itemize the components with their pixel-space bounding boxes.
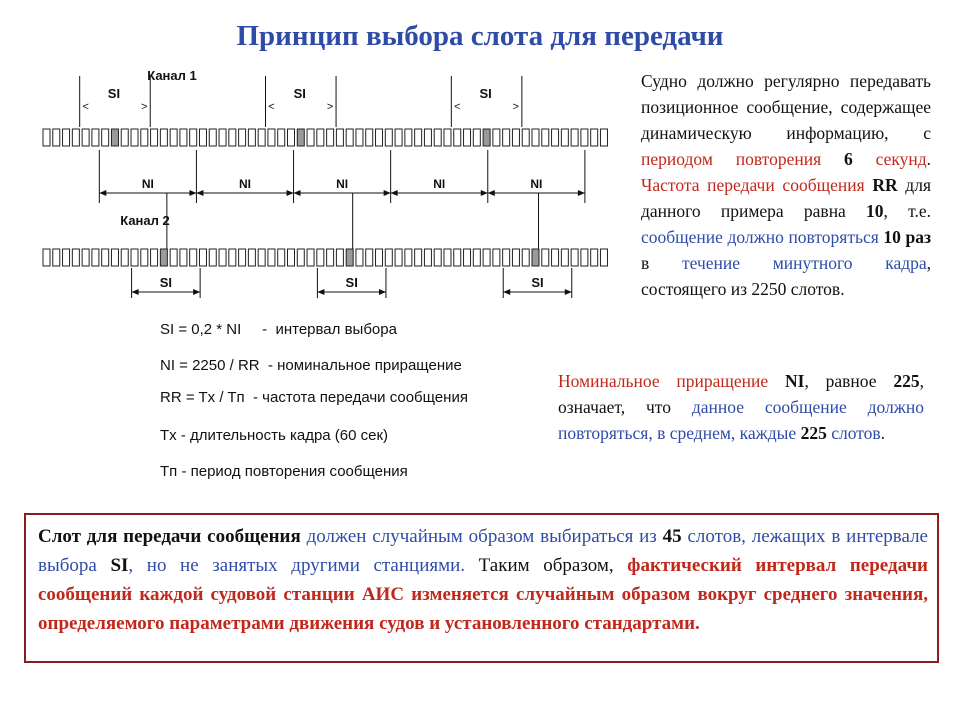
ch2-si-label: SI — [531, 275, 544, 290]
ch2-slot — [151, 249, 158, 266]
ni-part-ni: NI — [785, 371, 805, 391]
conclusion-part: , но не занятых другими станциями. — [128, 555, 479, 576]
ch2-slot — [464, 249, 471, 266]
ch1-si-lt: < — [82, 101, 89, 113]
ch1-slot — [63, 129, 70, 146]
ch2-slot — [581, 249, 588, 266]
desc-part: . — [926, 149, 931, 169]
ch1-slot — [581, 129, 588, 146]
ch2-slot — [297, 249, 304, 266]
ch2-si-interval-arrow-right — [565, 289, 572, 295]
ch2-slot — [102, 249, 109, 266]
ni-interval-arrow-left — [99, 190, 106, 196]
ch2-slot — [336, 249, 343, 266]
ch2-slot — [307, 249, 314, 266]
ni-part-slots: слотов — [826, 423, 881, 443]
ch1-slot — [571, 129, 578, 146]
ch2-slot — [483, 249, 490, 266]
ch1-slot — [141, 129, 148, 146]
ni-interval-arrow-left — [196, 190, 203, 196]
ch1-slot — [454, 129, 461, 146]
desc-part: Судно должно регулярно передавать позиционное сообщение, содержащее динамическую информацию, с — [641, 71, 931, 143]
ch2-slot — [82, 249, 89, 266]
ch1-slot — [552, 129, 559, 146]
ch1-slot — [434, 129, 441, 146]
ch2-slot — [248, 249, 255, 266]
ch1-slot — [82, 129, 89, 146]
ch2-slot-highlighted — [346, 249, 353, 266]
ch1-slot — [444, 129, 451, 146]
desc-part-6: 6 — [844, 149, 853, 169]
ch1-si-gt: > — [141, 101, 148, 113]
ch2-slot-highlighted — [532, 249, 539, 266]
ch1-slot — [336, 129, 343, 146]
ch2-slot — [395, 249, 402, 266]
ch2-slot — [415, 249, 422, 266]
ch1-slot — [151, 129, 158, 146]
ch2-slot — [209, 249, 216, 266]
ch2-slot — [258, 249, 265, 266]
legend-tp: Tп - период повторения сообщения — [160, 463, 408, 480]
channel1-label: Канал 1 — [147, 68, 197, 83]
ch1-slot — [72, 129, 79, 146]
ch1-slot — [464, 129, 471, 146]
ni-part: , означает, что — [558, 371, 924, 417]
ch2-slot — [268, 249, 275, 266]
ch2-slot — [170, 249, 177, 266]
conclusion-box — [24, 513, 939, 663]
ch1-slot — [268, 129, 275, 146]
ch2-slot — [356, 249, 363, 266]
legend-rr: RR = Tx / Tп - частота передачи сообщения — [160, 389, 468, 406]
ch2-si-interval-arrow-left — [317, 289, 324, 295]
ch1-slot — [473, 129, 480, 146]
ch2-slot — [229, 249, 236, 266]
ni-interval-arrow-right — [578, 190, 585, 196]
ni-explanation-text — [558, 368, 924, 446]
ch1-slot — [160, 129, 167, 146]
ch1-si-label: SI — [293, 86, 306, 101]
ch2-si-interval-arrow-right — [193, 289, 200, 295]
ch1-slot — [288, 129, 295, 146]
ch1-slot — [239, 129, 246, 146]
ni-interval-arrow-right — [287, 190, 294, 196]
ch1-si-label: SI — [107, 86, 121, 101]
ch2-slot-highlighted — [160, 249, 167, 266]
ch2-slot — [503, 249, 510, 266]
ch2-slot — [53, 249, 60, 266]
ni-interval-arrow-right — [481, 190, 488, 196]
ni-part: , равное — [804, 371, 894, 391]
ch2-slot — [571, 249, 578, 266]
page-title: Принцип выбора слота для передачи — [236, 20, 724, 52]
ni-part-225b: 225 — [800, 423, 827, 443]
ni-interval-label: NI — [238, 177, 251, 191]
ch2-slot — [219, 249, 226, 266]
ch2-si-label: SI — [345, 275, 358, 290]
legend-tx: Tx - длительность кадра (60 сек) — [160, 427, 389, 444]
desc-part-frame: течение минутного кадра — [681, 253, 927, 273]
ni-interval-arrow-left — [391, 190, 398, 196]
ch2-slot — [366, 249, 373, 266]
ch2-slot — [424, 249, 431, 266]
ch2-slot — [434, 249, 441, 266]
desc-part-period: периодом повторения — [641, 149, 844, 169]
ch1-slot — [512, 129, 519, 146]
desc-part-10: 10 — [866, 201, 884, 221]
ch2-slot — [512, 249, 519, 266]
ch1-slot-highlighted — [111, 129, 118, 146]
ch2-slot — [561, 249, 568, 266]
ch2-slot — [473, 249, 480, 266]
ni-interval-label: NI — [530, 177, 543, 191]
ch1-slot — [493, 129, 500, 146]
ch2-si-interval-arrow-right — [379, 289, 386, 295]
ch1-slot — [229, 129, 236, 146]
ch1-si-label: SI — [479, 86, 492, 101]
ch2-slot — [376, 249, 383, 266]
ch2-slot — [327, 249, 334, 266]
ch2-slot — [591, 249, 598, 266]
ch1-slot — [121, 129, 128, 146]
ch2-slot — [190, 249, 197, 266]
ni-part-225: 225 — [893, 371, 920, 391]
ch2-slot — [111, 249, 118, 266]
ni-interval-arrow-right — [189, 190, 196, 196]
desc-part: , т.е. — [883, 201, 931, 221]
ch1-slot — [180, 129, 187, 146]
ch1-si-gt: > — [512, 101, 520, 113]
ch1-slot — [366, 129, 373, 146]
ch1-si-lt: < — [454, 101, 461, 113]
desc-part-rr: RR — [872, 175, 898, 195]
ch1-slot — [385, 129, 392, 146]
conclusion-text — [38, 522, 928, 638]
ch1-slot — [102, 129, 109, 146]
ch2-slot — [288, 249, 295, 266]
ch2-slot — [405, 249, 412, 266]
legend-si: SI = 0,2 * NI - интервал выбора — [160, 321, 397, 338]
ni-interval-label: NI — [141, 177, 154, 191]
conclusion-part-actual: фактический интервал передачи сообщений каждой судовой станции АИС изменяется случайным образом вокруг среднего значения, определяемого параметрами движения судов и установленного стандартами. — [38, 555, 928, 634]
ni-part: Номинальное приращение — [558, 371, 785, 391]
ch1-slot — [131, 129, 138, 146]
ch2-slot — [180, 249, 187, 266]
ch1-slot — [199, 129, 206, 146]
ch1-slot — [503, 129, 510, 146]
ni-interval-arrow-left — [294, 190, 301, 196]
conclusion-part-45: 45 — [662, 526, 682, 547]
ch2-slot — [72, 249, 79, 266]
ch2-slot — [121, 249, 128, 266]
ch1-slot — [327, 129, 334, 146]
ch1-slot — [346, 129, 353, 146]
ch2-si-label: SI — [159, 275, 173, 290]
conclusion-part: должен случайным образом выбираться из — [300, 526, 663, 547]
ch2-si-interval-arrow-left — [132, 289, 139, 295]
desc-part-frequency: Частота передачи сообщения — [641, 175, 873, 195]
ch1-slot — [395, 129, 402, 146]
ch1-slot — [376, 129, 383, 146]
ch1-slot — [53, 129, 60, 146]
desc-part: в — [641, 253, 682, 273]
ch2-slot — [92, 249, 99, 266]
conclusion-part: Таким образом, — [478, 555, 628, 576]
ch1-slot-highlighted — [297, 129, 304, 146]
ni-interval-label: NI — [336, 177, 349, 191]
slot-selection-diagram — [0, 0, 640, 320]
ch1-slot — [92, 129, 99, 146]
legend-ni: NI = 2250 / RR - номинальное приращение — [160, 357, 462, 374]
ch2-slot — [600, 249, 607, 266]
ch2-slot — [542, 249, 549, 266]
ch2-slot — [493, 249, 500, 266]
ch1-slot — [43, 129, 50, 146]
ch1-slot — [209, 129, 216, 146]
ch1-slot — [190, 129, 197, 146]
ch1-slot — [415, 129, 422, 146]
ch1-slot — [532, 129, 539, 146]
ch2-slot — [444, 249, 451, 266]
ch1-slot — [219, 129, 226, 146]
ch1-si-lt: < — [268, 101, 275, 113]
ch2-slot — [141, 249, 148, 266]
ch1-si-gt: > — [326, 101, 334, 113]
ch1-slot — [542, 129, 549, 146]
ch1-slot — [356, 129, 363, 146]
ni-interval-arrow-left — [488, 190, 495, 196]
ch1-slot — [522, 129, 529, 146]
ch1-slot — [248, 129, 255, 146]
desc-part: , состоящего из 2250 слотов. — [641, 253, 932, 299]
ch1-slot — [258, 129, 265, 146]
ch2-slot — [43, 249, 50, 266]
description-text — [641, 68, 931, 302]
conclusion-part-slot: Слот для передачи сообщения — [38, 526, 301, 547]
ch2-slot — [131, 249, 138, 266]
ch1-slot — [591, 129, 598, 146]
desc-part-10-times: 10 раз — [883, 227, 931, 247]
ch2-slot — [522, 249, 529, 266]
ch2-slot — [239, 249, 246, 266]
ch2-slot — [278, 249, 285, 266]
ch2-slot — [63, 249, 70, 266]
ch2-slot — [385, 249, 392, 266]
conclusion-part: слотов, лежащих в интервале выбора — [38, 526, 928, 576]
desc-part-seconds: секунд — [852, 149, 927, 169]
ch2-slot — [317, 249, 324, 266]
ch1-slot — [600, 129, 607, 146]
ch2-slot — [552, 249, 559, 266]
ch1-slot — [307, 129, 314, 146]
ch1-slot-highlighted — [483, 129, 490, 146]
ch1-slot — [170, 129, 177, 146]
ch1-slot — [561, 129, 568, 146]
ch1-slot — [317, 129, 324, 146]
ni-part-repeat: данное сообщение должно повторяться, в среднем, каждые — [558, 397, 924, 443]
ch2-slot — [454, 249, 461, 266]
ch1-slot — [424, 129, 431, 146]
conclusion-part-si: SI — [110, 555, 129, 576]
ch1-slot — [278, 129, 285, 146]
desc-part: для данного примера равна — [641, 175, 931, 221]
desc-part-repeat: сообщение должно повторяться — [641, 227, 884, 247]
ch1-slot — [405, 129, 412, 146]
ch2-slot — [199, 249, 206, 266]
ch2-si-interval-arrow-left — [503, 289, 510, 295]
ni-interval-label: NI — [433, 177, 446, 191]
ni-interval-arrow-right — [384, 190, 391, 196]
ni-part: . — [880, 423, 886, 443]
channel2-label: Канал 2 — [120, 213, 170, 228]
